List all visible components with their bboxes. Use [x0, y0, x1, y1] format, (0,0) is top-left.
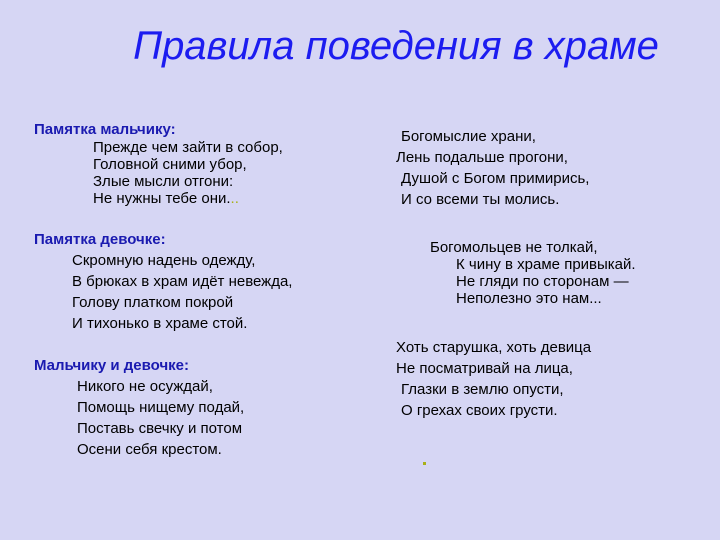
both-heading: Мальчику и девочке: [34, 357, 190, 374]
verse-line: Глазки в землю опусти, [401, 381, 564, 398]
trailing-dots: .. [230, 190, 239, 207]
verse-line: Не гляди по сторонам — [456, 273, 629, 290]
verse-line [93, 190, 283, 207]
verse-line: Неполезно это нам... [456, 290, 602, 307]
girls-heading: Памятка девочке: [34, 231, 166, 248]
verse-line: Поставь свечку и потом [77, 420, 243, 437]
verse-line: Помощь нищему подай, [77, 399, 245, 416]
verse-line: Не посматривай на лица, [396, 360, 573, 377]
slide-title: Правила поведения в храме [133, 24, 659, 68]
girls-verse [72, 250, 292, 334]
verse-line: Хоть старушка, хоть девица [396, 339, 592, 356]
verse-line: О грехах своих грусти. [401, 402, 558, 419]
boys-heading: Памятка мальчику: [34, 121, 176, 138]
right-verse-1 [396, 126, 589, 210]
verse-line: И тихонько в храме стой. [72, 315, 248, 332]
verse-line: Осени себя крестом. [77, 441, 222, 458]
verse-line: Скромную надень одежду, [72, 252, 256, 269]
verse-line: В брюках в храм идёт невежда, [72, 273, 293, 290]
verse-line: Богомольцев не толкай, [430, 239, 598, 256]
right-verse-2 [430, 239, 636, 307]
decorative-dot [423, 462, 426, 465]
verse-line: Злые мысли отгони: [93, 173, 234, 190]
boys-verse [93, 139, 283, 207]
verse-line-text: Не нужны тебе они. [93, 190, 231, 207]
verse-line: Душой с Богом примирись, [401, 170, 590, 187]
verse-line: Прежде чем зайти в собор, [93, 139, 283, 156]
verse-line: И со всеми ты молись. [401, 191, 560, 208]
verse-line: Головной сними убор, [93, 156, 247, 173]
verse-line: Голову платком покрой [72, 294, 234, 311]
both-verse [77, 376, 244, 460]
verse-line: Лень подальше прогони, [396, 149, 568, 166]
verse-line: Никого не осуждай, [77, 378, 213, 395]
verse-line: К чину в храме привыкай. [456, 256, 636, 273]
verse-line: Богомыслие храни, [401, 128, 536, 145]
right-verse-3 [396, 337, 591, 421]
